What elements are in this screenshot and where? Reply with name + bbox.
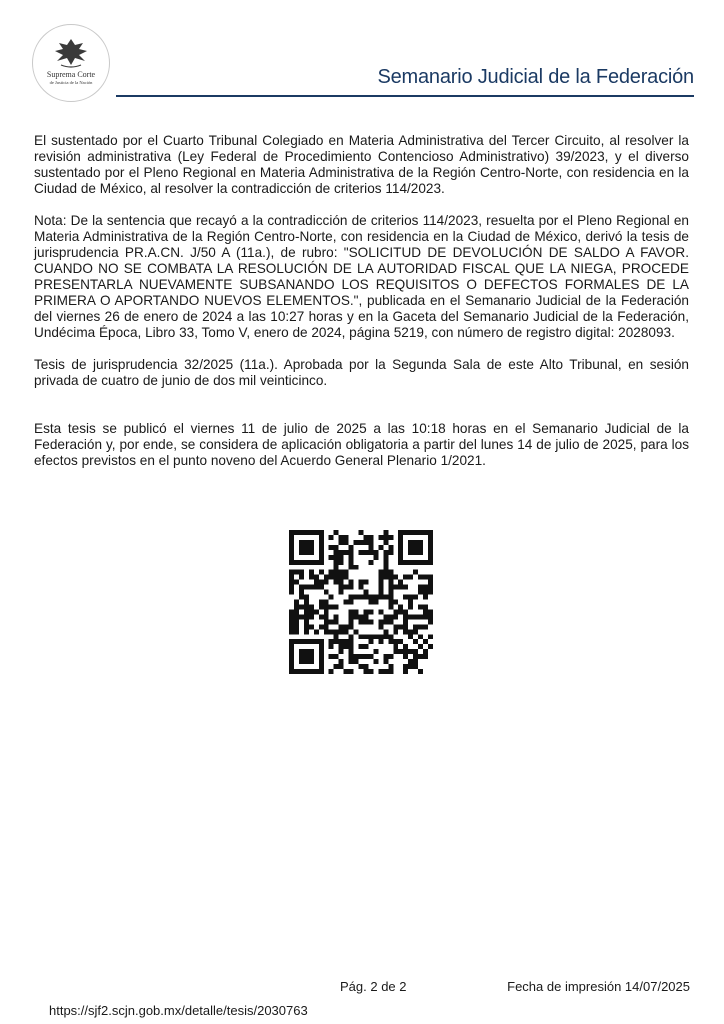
scjn-logo bbox=[32, 24, 110, 102]
paragraph-publicacion: Esta tesis se publicó el viernes 11 de julio de 2025 a las 10:18 horas en el Semanario Judicial de la Federación y, por ende, se considera de aplicación obligatoria a partir del lunes 14 de julio de 2025, para los efectos previstos en el punto noveno del Acuerdo General Plenario 1/2021. bbox=[34, 421, 689, 468]
logo-line1: Suprema Corte bbox=[46, 70, 96, 79]
print-date: Fecha de impresión 14/07/2025 bbox=[507, 979, 690, 994]
page-header-title: Semanario Judicial de la Federación bbox=[377, 66, 694, 88]
header-divider bbox=[116, 95, 694, 97]
paragraph-sustentado: El sustentado por el Cuarto Tribunal Colegiado en Materia Administrativa del Tercer Circuito, al resolver la revisión administrativa (Ley Federal de Procedimiento Contencioso Administrativo) 39/2023, y el diverso sustentado por el Pleno Regional en Materia Administrativa de la Región Centro-Norte, con residencia en la Ciudad de México, al resolver la contradicción de criterios 114/2023. bbox=[34, 133, 689, 196]
eagle-emblem-icon bbox=[33, 25, 109, 101]
logo-line2: de Justicia de la Nación bbox=[49, 80, 93, 85]
source-url[interactable]: https://sjf2.scjn.gob.mx/detalle/tesis/2030763 bbox=[49, 1003, 308, 1018]
qr-code-icon[interactable] bbox=[289, 530, 433, 674]
paragraph-tesis: Tesis de jurisprudencia 32/2025 (11a.). Aprobada por la Segunda Sala de este Alto Tribunal, en sesión privada de cuatro de junio de dos mil veinticinco. bbox=[34, 357, 689, 388]
paragraph-nota: Nota: De la sentencia que recayó a la contradicción de criterios 114/2023, resuelta por el Pleno Regional en Materia Administrativa de la Región Centro-Norte, con residencia en la Ciudad de México, derivó la tesis de jurisprudencia PR.A.CN. J/50 A (11a.), de rubro: "SOLICITUD DE DEVOLUCIÓN DE SALDO A FAVOR. CUANDO NO SE COMBATA LA RESOLUCIÓN DE LA AUTORIDAD FISCAL QUE LA NIEGA, PROCEDE PRESENTARLA NUEVAMENTE SUBSANANDO LOS REQUISITOS O DEFECTOS FORMALES DE LA PRIMERA O APORTANDO NUEVOS ELEMENTOS.", publicada en el Semanario Judicial de la Federación del viernes 26 de enero de 2024 a las 10:27 horas y en la Gaceta del Semanario Judicial de la Federación, Undécima Época, Libro 33, Tomo V, enero de 2024, página 5219, con número de registro digital: 2028093. bbox=[34, 213, 689, 340]
page-number: Pág. 2 de 2 bbox=[340, 979, 407, 994]
document-body bbox=[34, 133, 689, 485]
